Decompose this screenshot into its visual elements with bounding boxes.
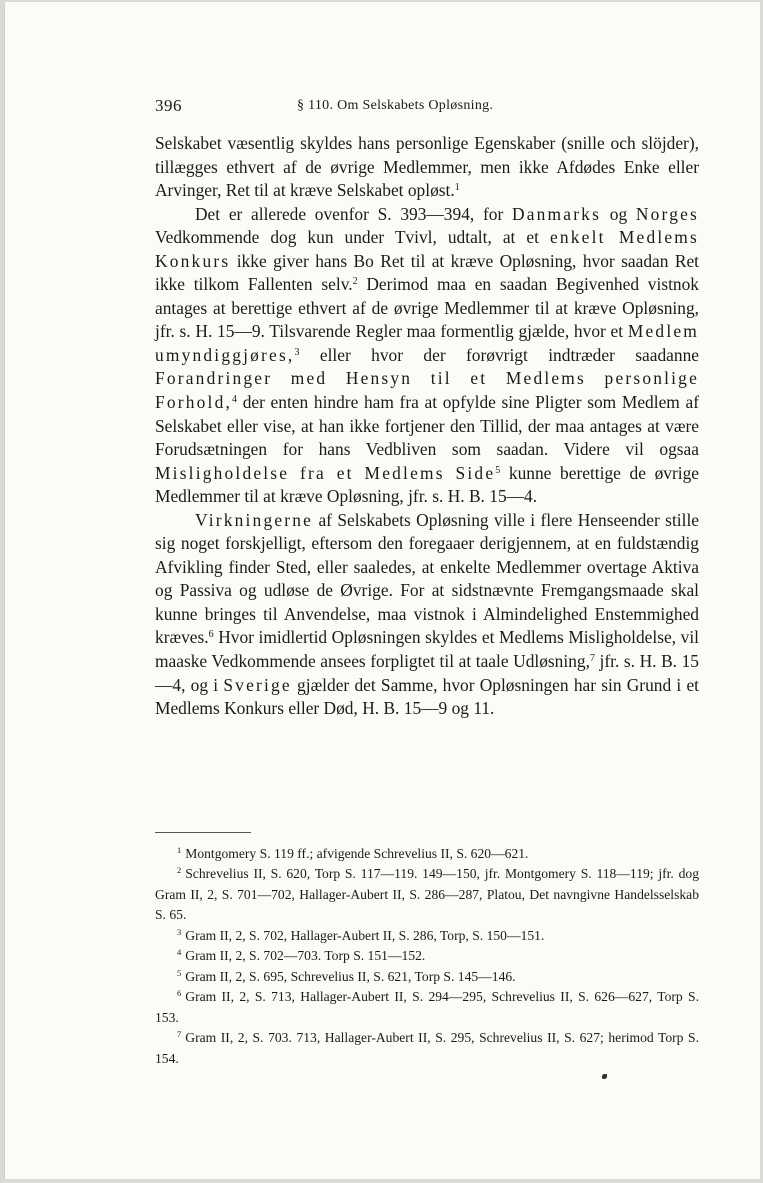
footnote-rule <box>155 832 251 833</box>
footnote-marker: 6 <box>177 988 182 999</box>
footnote-marker: 3 <box>177 926 182 937</box>
footnote-ref: 3 <box>294 346 300 358</box>
footnote-ref: 4 <box>232 394 238 406</box>
text-run: der enten hindre ham fra at opfylde sine Pligter som Medlem af Selskabet eller vise, at han ikke fortjener den Tillid, der maa antages at være Forudsætningen for hans Vedbliven som saadan. Videre vil ogsaa <box>155 392 699 460</box>
text-run: kunne berettige de øvrige Medlemmer til at kræve Opløsning, jfr. s. H. B. 15—4. <box>155 462 699 507</box>
text-run: Vedkommende dog kun under Tvivl, udtalt, at et <box>155 227 550 248</box>
footnote-1 <box>155 844 699 864</box>
text-run: Selskabet væsentlig skyldes hans personlige Egenskaber (snille och slöjder), tillægges ethvert af de øvrige Medlemmer, men ikke Afdødes Enke eller Arvinger, Ret til at kræve Selskabet opløst. <box>155 133 699 201</box>
footnote-text: Gram II, 2, S. 703. 713, Hallager-Aubert II, S. 295, Schrevelius II, S. 627; herimod Torp S. 154. <box>155 1030 699 1066</box>
footnote-ref: 2 <box>352 276 358 288</box>
book-page <box>4 2 760 1179</box>
spaced-emphasis: Forandringer med Hensyn til et Medlems personlige Forhold, <box>155 368 699 413</box>
text-run: eller hvor der forøvrigt indtræder saadanne <box>299 344 699 365</box>
text-run: Det er allerede ovenfor S. 393—394, for <box>195 203 512 224</box>
footnote-text: Gram II, 2, S. 702—703. Torp S. 151—152. <box>185 948 426 964</box>
text-run: jfr. s. H. B. 15—4, og i <box>155 651 699 695</box>
text-run: af Selskabets Opløsning ville i flere Henseender stille sig noget forskjelligt, eftersom den foregaaer derigjennem, at en fuldstændig Afvikling finder Sted, eller saaledes, at enkelte Medlemmer overtage Aktiva og Passiva og udløse de Øvrige. For at sidstnævnte Fremgangsmaade skal kunne bringes til Anvendelse, maa vistnok i Almindelighed Enstemmighed kræves. <box>155 509 699 648</box>
footnote-text: Gram II, 2, S. 713, Hallager-Aubert II, S. 294—295, Schrevelius II, S. 626—627, Torp S. 153. <box>155 989 699 1025</box>
footnote-ref: 5 <box>495 464 501 476</box>
footnote-marker: 2 <box>177 865 182 876</box>
footnote-2 <box>155 864 699 925</box>
footnote-7 <box>155 1028 699 1069</box>
footnote-marker: 7 <box>177 1029 182 1040</box>
text-run: Derimod maa en saadan Begivenhed vistnok antages at berettige ethvert af de øvrige Medlemmer til at kræve Opløsning, jfr. s. H. 15—9. Tilsvarende Regler maa formentlig gjælde, hvor et <box>155 274 700 342</box>
footnote-marker: 4 <box>177 947 182 958</box>
spaced-emphasis: Danmarks <box>511 203 602 224</box>
footnote-ref: 6 <box>208 629 214 641</box>
text-run: gjælder det Samme, hvor Opløsningen har sin Grund i et Medlems Konkurs eller Død, H. B. 15—9 og 11. <box>155 674 699 719</box>
text-run: og <box>601 203 636 224</box>
text-run: Hvor imidlertid Opløsningen skyldes et Medlems Misligholdelse, vil maaske Vedkommende ansees forpligtet til at taale Udløsning, <box>155 627 699 672</box>
footnote-text: Gram II, 2, S. 695, Schrevelius II, S. 621, Torp S. 145—146. <box>185 968 516 984</box>
footnote-text: Gram II, 2, S. 702, Hallager-Aubert II, S. 286, Torp, S. 150—151. <box>185 927 545 943</box>
footnote-ref: 1 <box>454 182 460 194</box>
footnote-marker: 1 <box>177 845 182 855</box>
footnotes <box>155 844 699 1069</box>
spaced-emphasis: Norges <box>635 203 699 224</box>
spaced-emphasis: Virkningerne <box>195 509 314 530</box>
running-head: § 110. Om Selskabets Opløsning. <box>297 98 494 113</box>
footnote-text: Montgomery S. 119 ff.; afvigende Schrevelius II, S. 620—621. <box>185 846 529 861</box>
footnote-marker: 5 <box>177 967 182 978</box>
footnote-text: Schrevelius II, S. 620, Torp S. 117—119. 149—150, jfr. Montgomery S. 118—119; jfr. dog Gram II, 2, S. 701—702, Hallager-Aubert II, S. 286—287, Platou, Det navngivne Handelsselskab S. 65. <box>155 866 699 923</box>
page-header <box>155 96 700 116</box>
main-text <box>155 132 699 721</box>
spaced-emphasis: enkelt Medlems Konkurs <box>155 227 699 271</box>
footnote-6 <box>155 987 699 1028</box>
footnote-4 <box>155 946 699 966</box>
paragraph-3 <box>155 509 699 721</box>
ink-speck <box>602 1074 607 1079</box>
paragraph-1 <box>155 132 699 203</box>
footnote-ref: 7 <box>589 653 595 665</box>
text-run: ikke giver hans Bo Ret til at kræve Opløsning, hvor saadan Ret ikke tilkom Fallenten selv. <box>155 250 699 295</box>
footnote-5 <box>155 967 699 987</box>
page-number: 396 <box>155 96 182 115</box>
spaced-emphasis: Medlem umyndiggjøres, <box>155 321 699 365</box>
spaced-emphasis: Sverige <box>223 674 292 695</box>
paragraph-2 <box>155 203 699 509</box>
spaced-emphasis: Misligholdelse fra et Medlems Side <box>155 462 496 483</box>
footnote-3 <box>155 926 699 946</box>
